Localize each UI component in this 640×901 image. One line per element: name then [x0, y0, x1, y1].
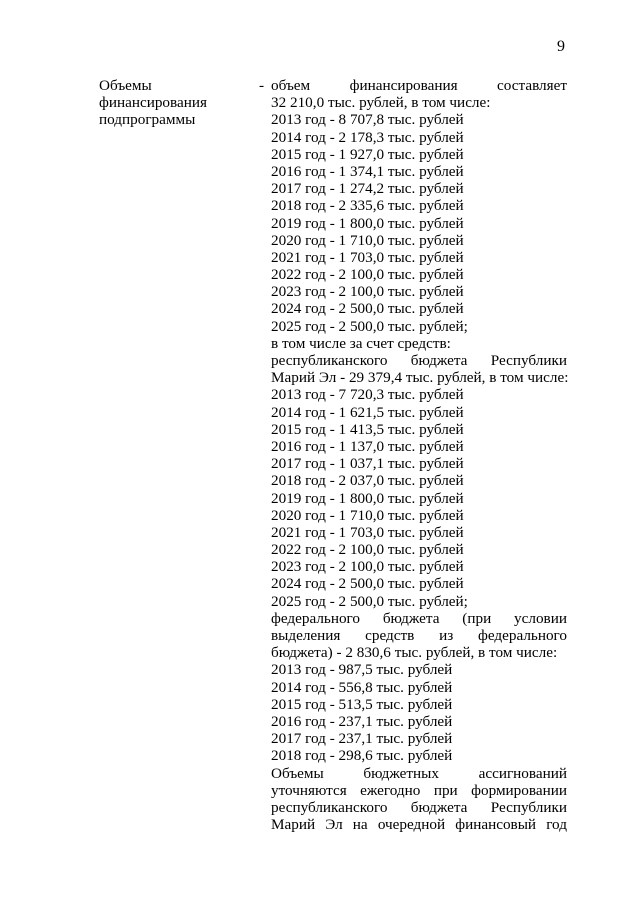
- year-line: 2018 год - 298,6 тыс. рублей: [271, 747, 453, 765]
- word: средств: [365, 627, 415, 644]
- year-line: 2020 год - 1 710,0 тыс. рублей: [271, 506, 464, 524]
- year-line: 2018 год - 2 037,0 тыс. рублей: [271, 472, 464, 490]
- financing-description: [271, 77, 567, 833]
- year-line: 2025 год - 2 500,0 тыс. рублей;: [271, 317, 468, 335]
- year-line: 2017 год - 1 037,1 тыс. рублей: [271, 455, 464, 473]
- word: республиканского: [271, 798, 388, 816]
- word: ежегодно: [360, 781, 421, 799]
- word: Объемы: [271, 764, 324, 782]
- word: из: [439, 627, 454, 644]
- year-line: 2022 год - 2 100,0 тыс. рублей: [271, 266, 464, 284]
- word: республиканского: [271, 352, 388, 369]
- section-label: [99, 77, 259, 129]
- word: Эл: [325, 816, 343, 834]
- word: ассигнований: [478, 764, 567, 782]
- year-line: 2022 год - 2 100,0 тыс. рублей: [271, 541, 464, 559]
- year-line: 2023 год - 2 100,0 тыс. рублей: [271, 283, 464, 301]
- word: финансирования: [349, 77, 458, 94]
- text-line: Марий Эл - 29 379,4 тыс. рублей, в том числе:: [271, 369, 569, 387]
- section-label-line: финансирования: [99, 94, 207, 112]
- text-line: [271, 782, 567, 799]
- year-line: 2025 год - 2 500,0 тыс. рублей;: [271, 592, 468, 610]
- year-line: 2013 год - 987,5 тыс. рублей: [271, 661, 453, 679]
- year-line: 2016 год - 1 137,0 тыс. рублей: [271, 437, 464, 455]
- year-line: 2017 год - 1 274,2 тыс. рублей: [271, 180, 464, 198]
- text-line: 32 210,0 тыс. рублей, в том числе:: [271, 94, 491, 112]
- text-line: в том числе за счет средств:: [271, 334, 451, 352]
- year-line: 2014 год - 1 621,5 тыс. рублей: [271, 403, 464, 421]
- word: бюджета: [410, 352, 468, 369]
- page-number: 9: [557, 38, 565, 55]
- word: формировании: [471, 781, 567, 799]
- text-line: [271, 352, 567, 369]
- word: год: [546, 816, 567, 834]
- section-label-line: Объемы: [99, 77, 152, 94]
- year-line: 2015 год - 1 927,0 тыс. рублей: [271, 145, 464, 163]
- text-line: [271, 765, 567, 782]
- section-label-line: подпрограммы: [99, 111, 196, 129]
- year-line: 2013 год - 8 707,8 тыс. рублей: [271, 111, 464, 129]
- word: уточняются: [271, 781, 347, 799]
- word: бюджета: [410, 798, 468, 816]
- year-line: 2014 год - 2 178,3 тыс. рублей: [271, 128, 464, 146]
- text-line: [271, 816, 567, 833]
- year-line: 2013 год - 7 720,3 тыс. рублей: [271, 386, 464, 404]
- year-line: 2019 год - 1 800,0 тыс. рублей: [271, 489, 464, 507]
- word: бюджета: [382, 609, 440, 627]
- year-line: 2024 год - 2 500,0 тыс. рублей: [271, 300, 464, 318]
- text-line: бюджета) - 2 830,6 тыс. рублей, в том числе:: [271, 644, 558, 662]
- year-line: 2021 год - 1 703,0 тыс. рублей: [271, 523, 464, 541]
- text-line: [271, 799, 567, 816]
- word: федерального: [478, 627, 567, 644]
- year-line: 2019 год - 1 800,0 тыс. рублей: [271, 214, 464, 232]
- year-line: 2017 год - 237,1 тыс. рублей: [271, 730, 453, 748]
- separator-dash: -: [259, 77, 265, 94]
- year-line: 2018 год - 2 335,6 тыс. рублей: [271, 197, 464, 215]
- year-line: 2023 год - 2 100,0 тыс. рублей: [271, 558, 464, 576]
- year-line: 2015 год - 513,5 тыс. рублей: [271, 695, 453, 713]
- word: бюджетных: [363, 764, 439, 782]
- word: условии: [514, 609, 567, 627]
- word: федерального: [271, 609, 360, 627]
- word: Марий: [271, 816, 316, 834]
- year-line: 2014 год - 556,8 тыс. рублей: [271, 678, 453, 696]
- word: финансовый: [455, 816, 537, 834]
- word: при: [433, 781, 458, 799]
- word: выделения: [271, 627, 341, 644]
- text-line: [271, 77, 567, 94]
- word: очередной: [377, 816, 446, 834]
- text-line: [271, 610, 567, 627]
- word: Республики: [490, 352, 567, 369]
- word: объем: [271, 77, 311, 94]
- word: Республики: [490, 798, 567, 816]
- year-line: 2024 год - 2 500,0 тыс. рублей: [271, 575, 464, 593]
- word: на: [352, 816, 368, 834]
- year-line: 2015 год - 1 413,5 тыс. рублей: [271, 420, 464, 438]
- year-line: 2016 год - 1 374,1 тыс. рублей: [271, 162, 464, 180]
- year-line: 2020 год - 1 710,0 тыс. рублей: [271, 231, 464, 249]
- word: (при: [462, 609, 492, 627]
- year-line: 2021 год - 1 703,0 тыс. рублей: [271, 248, 464, 266]
- text-line: [271, 627, 567, 644]
- word: составляет: [497, 77, 567, 94]
- year-line: 2016 год - 237,1 тыс. рублей: [271, 712, 453, 730]
